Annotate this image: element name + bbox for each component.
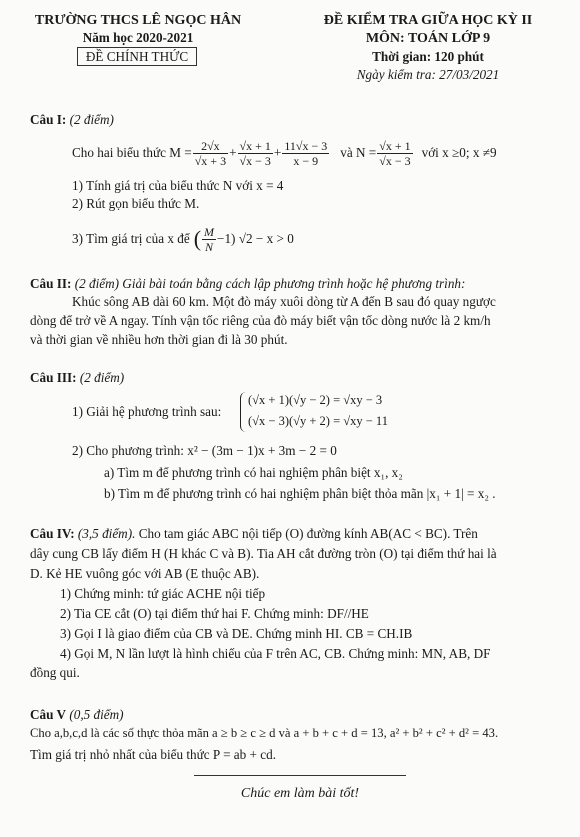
m-fraction-3 <box>282 139 329 168</box>
q4-item-3: 3) Gọi I là giao điểm của CB và DE. Chứng minh HI. CB = CH.IB <box>60 626 413 641</box>
exam-time: Thời gian: 120 phút <box>372 49 484 64</box>
q5-points: (0,5 điểm) <box>69 707 124 722</box>
q4-item-4b: đồng qui. <box>30 665 80 680</box>
system-eq-2: (√x − 3)(√y + 2) = √xy − 11 <box>248 414 388 428</box>
m-f2-den: √x − 3 <box>239 153 271 168</box>
m-f3-num: 11√x − 3 <box>284 138 328 153</box>
q4-item-1: 1) Chứng minh: tứ giác ACHE nội tiếp <box>60 586 266 601</box>
m-over-n-fraction <box>202 225 216 254</box>
q5-body-2: Tìm giá trị nhỏ nhất của biểu thức P = ab + cd. <box>30 747 277 762</box>
q2-heading <box>30 276 465 293</box>
q1-item3-pre: 3) Tìm giá trị của x để <box>72 230 190 246</box>
q2-body-3: và thời gian về nhiều hơn thời gian đi là 30 phút. <box>30 332 288 347</box>
official-box <box>76 49 198 66</box>
q4-heading <box>30 526 478 543</box>
n-den: √x − 3 <box>379 153 411 168</box>
footer-message: Chúc em làm bài tốt! <box>240 786 360 801</box>
q1-title: Câu I: <box>30 112 67 127</box>
q4-body-2: dây cung CB lấy điểm H (H khác C và B). Tia AH cắt đường tròn (O) tại điểm thứ hai là <box>30 546 497 561</box>
school-name: TRƯỜNG THCS LÊ NGỌC HÂN <box>34 13 242 28</box>
exam-date: Ngày kiểm tra: 27/03/2021 <box>356 67 500 82</box>
q4-item-4: 4) Gọi M, N lần lượt là hình chiếu của F trên AC, CB. Chứng minh: MN, AB, DF <box>60 646 491 661</box>
q3-title: Câu III: <box>30 370 77 385</box>
q2-title: Câu II: <box>30 276 72 291</box>
q1-points: (2 điểm) <box>69 112 114 127</box>
q3-item-2b: b) Tìm m để phương trình có hai nghiệm phân biệt thỏa mãn |x₁ + 1| = x₂ . <box>104 486 496 501</box>
q1-item-3: 3) Tìm giá trị của x để ( $\frac{M}{N}$ −1) √2 − x > 0 <box>72 224 294 254</box>
q2-body-2: dòng để trở về A ngay. Tính vận tốc riêng của đò máy biết vận tốc dòng nước là 2 km/h <box>30 313 491 328</box>
q3-points: (2 điểm) <box>79 370 125 385</box>
q3-item-2: 2) Cho phương trình: x² − (3m − 1)x + 3m − 2 = 0 <box>72 443 337 458</box>
q1-item3-post: −1) √2 − x > 0 <box>217 230 294 246</box>
q4-body-3: D. Kẻ HE vuông góc với AB (E thuộc AB). <box>30 566 260 581</box>
q5-heading <box>30 707 124 724</box>
q3-heading <box>30 370 124 387</box>
school-year: Năm học 2020-2021 <box>82 30 194 45</box>
q4-title: Câu IV: <box>30 526 75 541</box>
q1-intro: Cho hai biểu thức M = <box>72 144 192 160</box>
q2-points: (2 điểm) Giải bài toán bằng cách lập phương trình hoặc hệ phương trình: <box>74 276 466 291</box>
m-fraction-2 <box>238 139 273 168</box>
q1-and-n: và N = <box>340 144 377 160</box>
q3-item-2a: a) Tìm m để phương trình có hai nghiệm phân biệt x₁, x₂ <box>104 465 403 480</box>
m-f3-den: x − 9 <box>293 153 319 168</box>
footer-rule <box>194 775 406 776</box>
q1-heading <box>30 112 114 129</box>
m-f2-num: √x + 1 <box>239 138 271 153</box>
m-f1-den: √x + 3 <box>194 153 227 168</box>
n-num: √x + 1 <box>379 138 411 153</box>
m-fraction-1 <box>193 139 228 168</box>
q1-condition: với x ≥0; x ≠9 <box>421 144 497 160</box>
q4-item-2: 2) Tia CE cắt (O) tại điểm thứ hai F. Chứng minh: DF//HE <box>60 606 369 621</box>
q4-points: (3,5 điểm). <box>77 526 136 541</box>
q5-body-1: Cho a,b,c,d là các số thực thỏa mãn a ≥ b ≥ c ≥ d và a + b + c + d = 13, a² + b² + c² + d² = 43. <box>30 726 499 740</box>
m-over-n-den: N <box>205 239 214 254</box>
n-fraction <box>377 139 412 168</box>
official-label: ĐỀ CHÍNH THỨC <box>77 47 197 66</box>
q2-body-1: Khúc sông AB dài 60 km. Một đò máy xuôi dòng từ A đến B sau đó quay ngược <box>72 294 496 309</box>
subject: MÔN: TOÁN LỚP 9 <box>365 31 491 46</box>
q1-item-1: 1) Tính giá trị của biểu thức N với x = 4 <box>72 178 284 193</box>
q5-title: Câu V <box>30 707 67 722</box>
system-eq-1: (√x + 1)(√y − 2) = √xy − 3 <box>248 393 383 407</box>
q1-expression: Cho hai biểu thức M = $\frac{2√x}{√x + 3}$ + $\frac{√x + 1}{√x - 3}$ + $\frac{11√x - 3}{x - 9}$ và N = $\frac{√x + 1}{√x - 3}$ với x ≥0; x ≠9 <box>72 138 497 168</box>
m-over-n-num: M <box>204 224 215 239</box>
q4-body-1: Cho tam giác ABC nội tiếp (O) đường kính AB(AC < BC). Trên <box>138 526 478 541</box>
q3-item-1: 1) Giải hệ phương trình sau: <box>72 404 222 419</box>
exam-title: ĐỀ KIỂM TRA GIỮA HỌC KỲ II <box>323 13 533 28</box>
q1-item-2: 2) Rút gọn biểu thức M. <box>72 196 200 211</box>
m-f1-num: 2√x <box>193 139 228 154</box>
